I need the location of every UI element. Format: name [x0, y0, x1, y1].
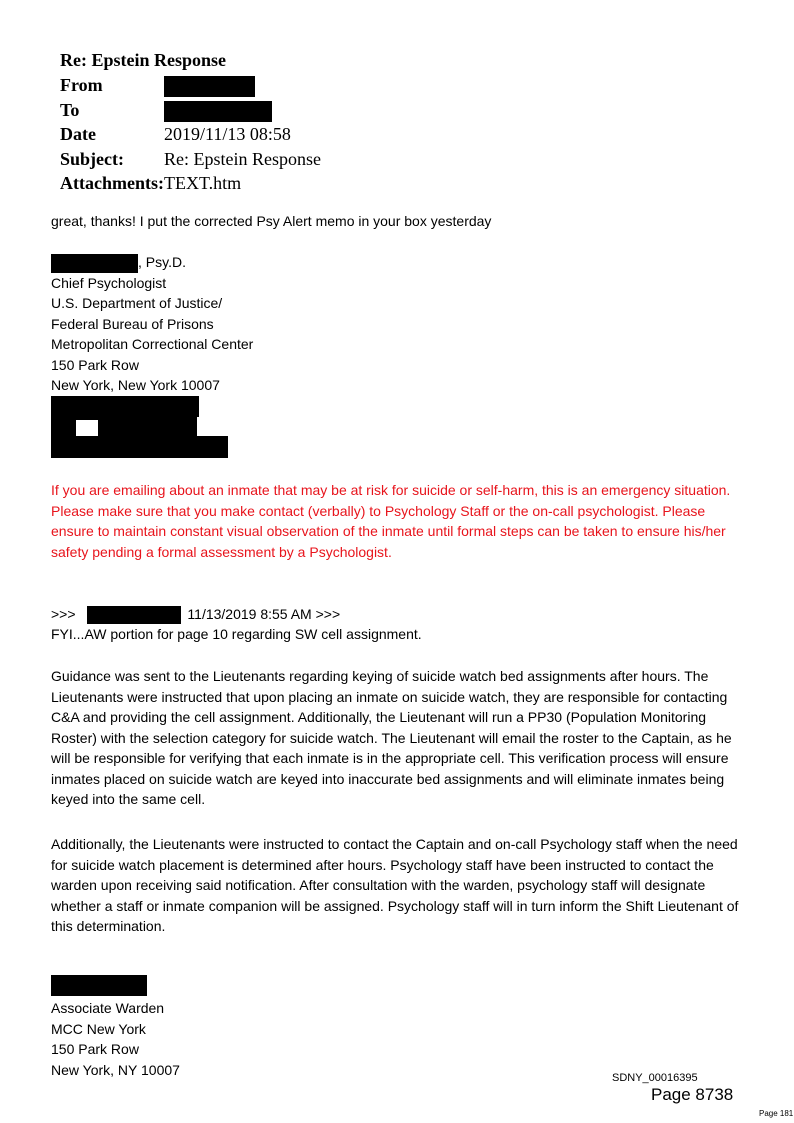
date-row [60, 122, 321, 147]
redaction-box [51, 254, 138, 273]
attachments-row [60, 171, 321, 196]
quoted-paragraph-2: Additionally, the Lieutenants were instructed to contact the Captain and on-call Psychology staff when the need for suicide watch placement is determined after hours. Psychology staff have been instructed to contact the warden upon receiving said notification. After consultation with the warden, psychology staff will designate whether a staff or inmate companion will be assigned. Psychology staff will in turn inform the Shift Lieutenant of this determination. [51, 836, 739, 934]
attachments-label: Attachments: [60, 173, 164, 193]
sig-line: Associate Warden [51, 1000, 165, 1016]
date-label: Date [60, 124, 96, 144]
email-title: Re: Epstein Response [60, 50, 227, 70]
reply-message: great, thanks! I put the corrected Psy Alert memo in your box yesterday [51, 213, 492, 229]
subject-label: Subject: [60, 148, 124, 169]
redaction-box [164, 76, 255, 97]
from-label: From [60, 75, 103, 95]
sig-line: New York, NY 10007 [51, 1061, 180, 1078]
sig-suffix: , Psy.D. [138, 254, 186, 270]
to-label: To [60, 99, 80, 120]
page-number: Page 8738 [651, 1085, 734, 1104]
sig-line: New York, New York 10007 [51, 377, 220, 394]
redaction-gap [76, 420, 98, 436]
email-header [60, 48, 321, 196]
from-row [60, 73, 321, 98]
sig-line: 150 Park Row [51, 356, 139, 373]
date-value: 2019/11/13 08:58 [163, 124, 291, 144]
redaction-box [164, 101, 272, 122]
email-meta-table [60, 73, 321, 196]
subject-row [60, 147, 321, 172]
redaction-box [51, 396, 199, 417]
sig-line: Federal Bureau of Prisons [51, 315, 214, 332]
small-page-number: Page 181 [759, 1109, 794, 1118]
quoted-header-line [51, 604, 751, 625]
quote-timestamp: 11/13/2019 8:55 AM >>> [187, 606, 341, 622]
bates-number: SDNY_00016395 [612, 1072, 698, 1084]
suicide-warning-notice: If you are emailing about an inmate that may be at risk for suicide or self-harm, this is an emergency situation. Please make sure that you make contact (verbally) to Psychology Staff or the on-call psychologist. Please ensure to maintain constant visual observation of the inmate until formal steps can be taken to ensure his/her safety pending a formal assessment by a Psychologist. [51, 482, 731, 560]
sig-line: MCC New York [51, 1020, 146, 1037]
to-row [60, 98, 321, 123]
redaction-box [51, 436, 228, 458]
redaction-box [87, 606, 181, 624]
attachments-value: TEXT.htm [163, 173, 242, 193]
sig-name-line [51, 252, 751, 273]
sig-line: 150 Park Row [51, 1041, 139, 1057]
associate-warden-signature [51, 998, 751, 1080]
quoted-fyi: FYI...AW portion for page 10 regarding SW cell assignment. [51, 626, 422, 642]
quote-prefix: >>> [51, 606, 76, 622]
redaction-box [51, 975, 147, 996]
signature-block [51, 252, 751, 396]
redaction-box [51, 416, 197, 437]
sig-line: Chief Psychologist [51, 274, 167, 291]
quoted-paragraph-1: Guidance was sent to the Lieutenants regarding keying of suicide watch bed assignments after hours. The Lieutenants were instructed that upon placing an inmate on suicide watch, they are responsible for contacting C&A and providing the cell assignment. Additionally, the Lieutenant will run a PP30 (Population Monitoring Roster) with the selection category for suicide watch. The Lieutenant will email the roster to the Captain, as he will be responsible for verifying that each inmate is in the appropriate cell. This verification process will ensure inmates placed on suicide watch are keyed into inaccurate bed assignments and will eliminate inmates being keyed into the same cell. [51, 668, 732, 807]
subject-value: Re: Epstein Response [163, 148, 321, 169]
sig-line: Metropolitan Correctional Center [51, 336, 254, 353]
sig-line: U.S. Department of Justice/ [51, 295, 223, 312]
